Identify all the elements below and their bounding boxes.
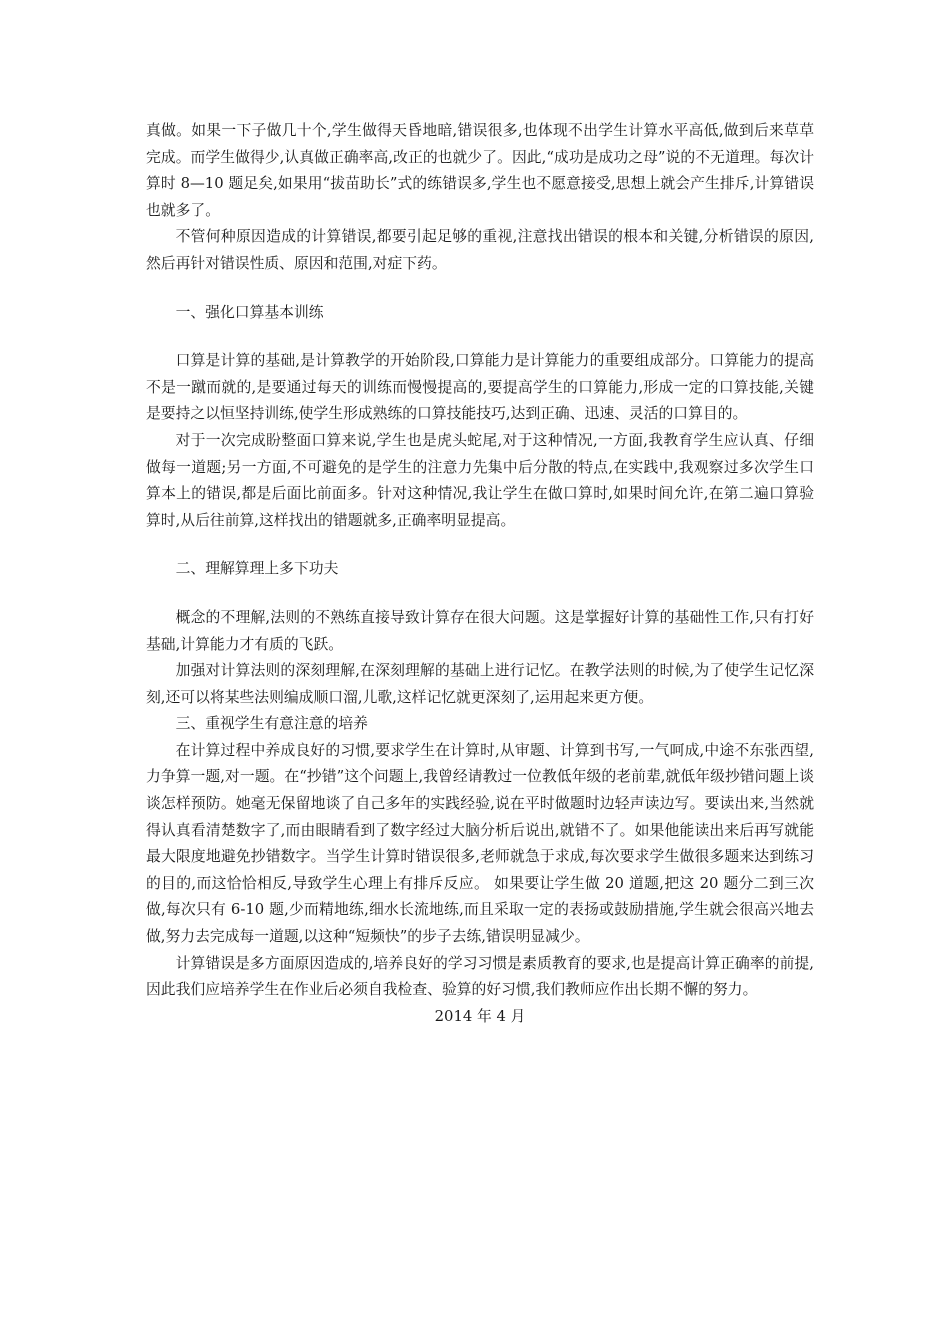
spacer	[146, 326, 814, 348]
document-date: 2014 年 4 月	[434, 1007, 526, 1025]
spacer	[146, 278, 814, 300]
paragraph-concepts: 概念的不理解,法则的不熟练直接导致计算存在很大问题。这是掌握好计算的基础性工作,只有打好基础,计算能力才有质的飞跃。	[146, 608, 814, 653]
paragraph-rules: 加强对计算法则的深刻理解,在深刻理解的基础上进行记忆。在教学法则的时候,为了使学生记忆深刻,还可以将某些法则编成顺口溜,儿歌,这样记忆就更深刻了,运用起来更方便。	[146, 662, 814, 706]
paragraph-conclusion: 计算错误是多方面原因造成的,培养良好的学习习惯是素质教育的要求,也是提高计算正确率的前提,因此我们应培养学生在作业后必须自我检查、验算的好习惯,我们教师应作出长期不懈的努力。	[146, 954, 814, 999]
paragraph-oral-practice: 对于一次完成盼整面口算来说,学生也是虎头蛇尾,对于这种情况,一方面,我教育学生应认真、仔细做每一道题;另一方面,不可避免的是学生的注意力先集中后分散的特点,在实践中,我观察过多次学生口算本上的错误,都是后面比前面多。针对这种情况,我让学生在做口算时,如果时间允许,在第二遍口算验算时,从后往前算,这样找出的错题就多,正确率明显提高。	[146, 431, 814, 529]
section-heading-2: 二、理解算理上多下功夫	[175, 560, 339, 578]
section-heading-1: 一、强化口算基本训练	[175, 303, 324, 321]
paragraph-continuation: 真做。如果一下子做几十个,学生做得天昏地暗,错误很多,也体现不出学生计算水平高低,做到后来草草完成。而学生做得少,认真做正确率高,改正的也就少了。因此,“成功是成功之母”说的不无道理。每次计算时 8—10 题足矣,如果用“拔苗助长”式的练错误多,学生也不愿意接受,思想上就会产生排斥,计算错误也就多了。	[146, 122, 814, 219]
spacer	[146, 534, 814, 556]
paragraph-error-analysis: 不管何种原因造成的计算错误,都要引起足够的重视,注意找出错误的根本和关键,分析错误的原因,然后再针对错误性质、原因和范围,对症下药。	[146, 228, 814, 272]
document-page	[146, 118, 814, 1030]
section-heading-3: 三、重视学生有意注意的培养	[175, 715, 368, 733]
paragraph-attention: 在计算过程中养成良好的习惯,要求学生在计算时,从审题、计算到书写,一气呵成,中途不东张西望,力争算一题,对一题。在“抄错”这个问题上,我曾经请教过一位教低年级的老前辈,就低年级抄错问题上谈谈怎样预防。她毫无保留地谈了自己多年的实践经验,说在平时做题时边轻声读边写。要读出来,当然就得认真看清楚数字了,而由眼睛看到了数字经过大脑分析后说出,就错不了。如果他能读出来后再写就能最大限度地避免抄错数字。当学生计算时错误很多,老师就急于求成,每次要求学生做很多题来达到练习的目的,而这恰恰相反,导致学生心理上有排斥反应。 如果要让学生做 20 道题,把这 20 题分二到三次做,每次只有 6-10 题,少而精地练,细水长流地练,而且采取一定的表扬或鼓励措施,学生就会很高兴地去做,努力去完成每一道题,以这种“短频快”的步子去练,错误明显减少。	[146, 741, 814, 946]
paragraph-oral-calculation: 口算是计算的基础,是计算教学的开始阶段,口算能力是计算能力的重要组成部分。口算能力的提高不是一蹴而就的,是要通过每天的训练而慢慢提高的,要提高学生的口算能力,形成一定的口算技能,关键是要持之以恒坚持训练,使学生形成熟练的口算技能技巧,达到正确、迅速、灵活的口算目的。	[146, 352, 814, 423]
spacer	[146, 583, 814, 605]
